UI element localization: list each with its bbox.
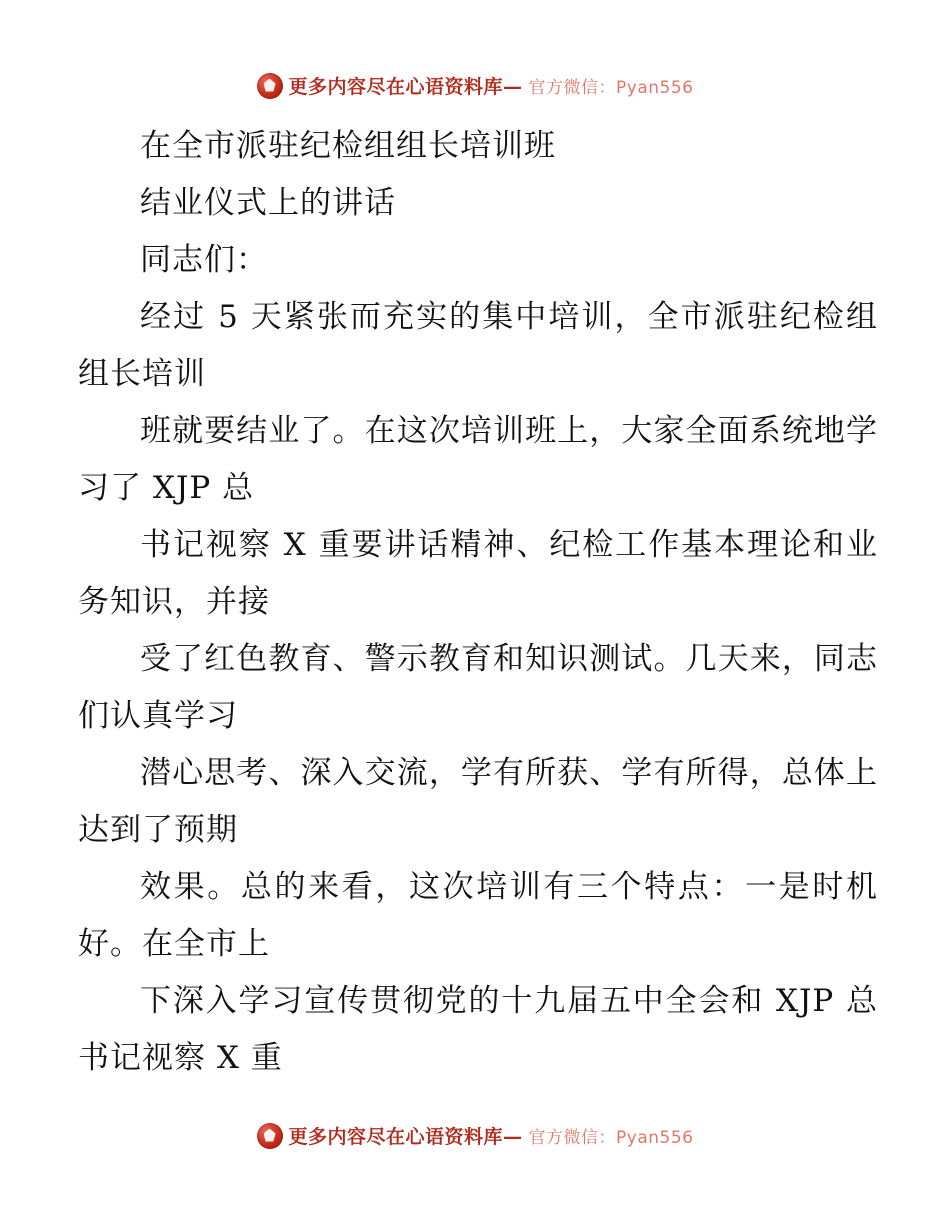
- watermark-top: [0, 72, 950, 99]
- document-text-body: [78, 118, 878, 1087]
- document-line: 受了红色教育、警示教育和知识测试。几天来，同志们认真学习: [78, 641, 878, 734]
- document-line: 下深入学习宣传贯彻党的十九届五中全会和 XJP 总书记视察 X 重: [78, 983, 878, 1076]
- document-line: 班就要结业了。在这次培训班上，大家全面系统地学习了 XJP 总: [78, 413, 878, 506]
- document-line: 同志们：: [140, 242, 268, 278]
- watermark-sub-text: 官方微信：Pyan556: [528, 78, 694, 98]
- watermark-sub-text: 官方微信：Pyan556: [528, 1128, 694, 1148]
- document-line: 书记视察 X 重要讲话精神、纪检工作基本理论和业务知识，并接: [78, 527, 878, 620]
- seal-logo-icon: [257, 73, 283, 99]
- watermark-bottom: [0, 1122, 950, 1149]
- document-line: 在全市派驻纪检组组长培训班: [140, 128, 556, 164]
- document-line: 潜心思考、深入交流，学有所获、学有所得，总体上达到了预期: [78, 755, 878, 848]
- document-line: 效果。总的来看，这次培训有三个特点：一是时机好。在全市上: [78, 869, 878, 962]
- document-line: 结业仪式上的讲话: [140, 185, 396, 221]
- document-line: 经过 5 天紧张而充实的集中培训，全市派驻纪检组组长培训: [78, 299, 878, 392]
- watermark-main-text: 更多内容尽在心语资料库—: [288, 76, 523, 98]
- watermark-main-text: 更多内容尽在心语资料库—: [288, 1126, 523, 1148]
- seal-logo-icon: [257, 1123, 283, 1149]
